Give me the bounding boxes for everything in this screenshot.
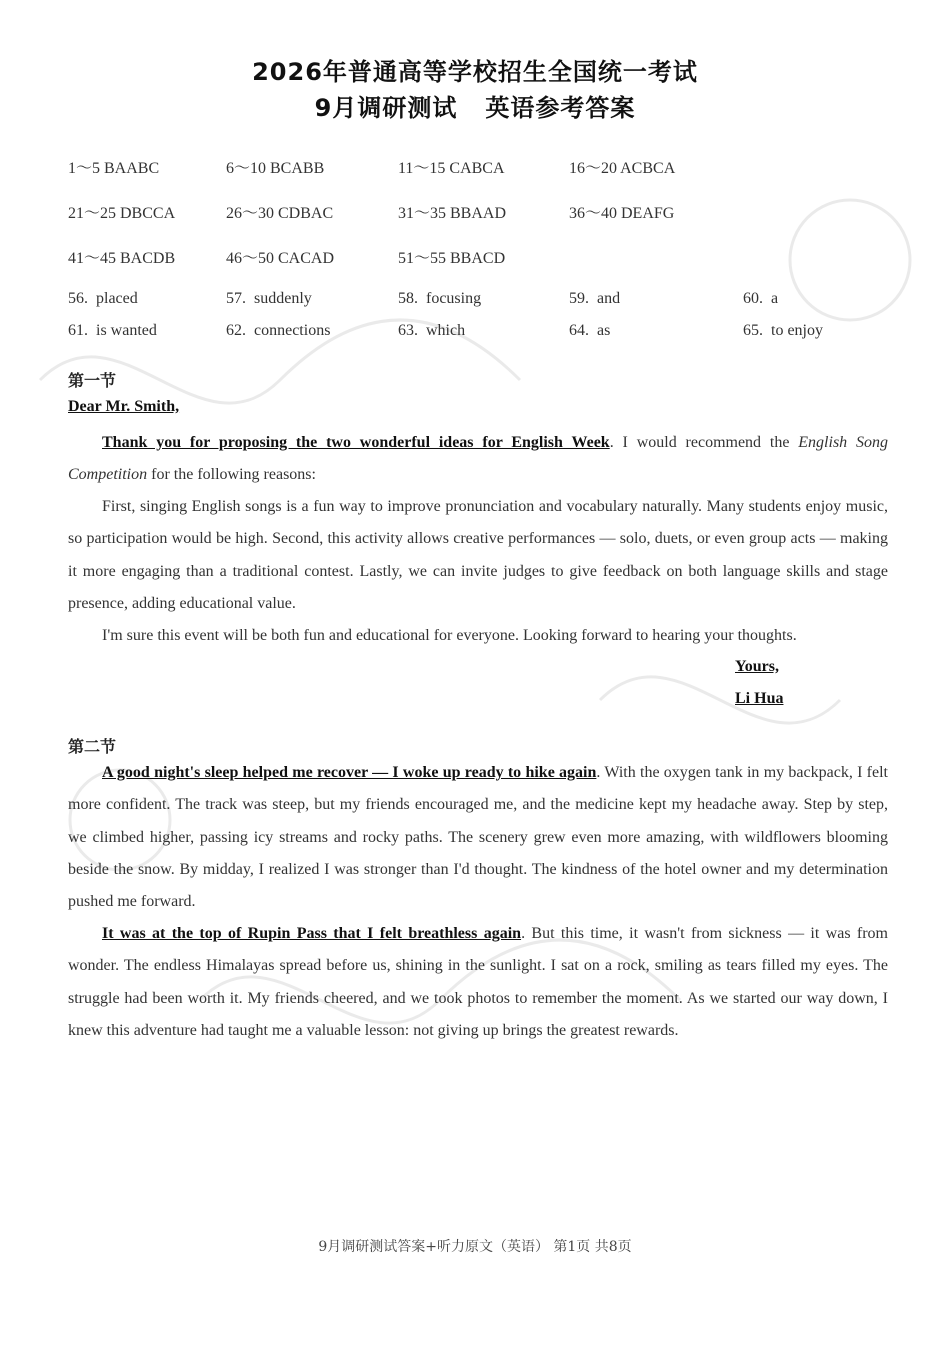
fill-answer-row [68,290,898,322]
fill-answer-row [68,322,898,354]
letter-paragraph-1: Thank you for proposing the two wonderful ideas for English Week. I would recommend the English Song Competition for the following reasons: [68,434,889,484]
underlined-given-sentence: A good night's sleep helped me recover — I woke up ready to hike again [102,764,597,781]
fill-answer: 59. and [569,290,621,307]
exam-subtitle [0,88,950,123]
fill-answer: 63. which [398,322,466,339]
subtitle-test-name: 9月调研测试 [314,94,458,122]
mc-answer: 1～5 BAABC [68,160,160,177]
multiple-choice-answers [68,155,898,354]
section-two-heading: 第二节 [68,737,117,756]
underlined-opening-sentence: Thank you for proposing the two wonderful ideas for English Week [102,434,610,451]
mc-answer: 6～10 BCABB [226,160,325,177]
letter-paragraph-3: I'm sure this event will be both fun and educational for everyone. Looking forward to hearing your thoughts. [102,627,797,644]
mc-answer: 26～30 CDBAC [226,205,334,222]
underlined-given-sentence: It was at the top of Rupin Pass that I felt breathless again [102,925,522,942]
mc-answer-row [68,155,898,200]
fill-answer: 60. a [743,290,779,307]
story-paragraph-1: A good night's sleep helped me recover — I woke up ready to hike again. With the oxygen tank in my backpack, I felt more confident. The track was steep, but my friends encouraged me, and the medicine kept my headache away. Step by step, we climbed higher, passing icy streams and rocky paths. The scenery grew even more amazing, with wildflowers blooming beside the snow. By midday, I realized I was stronger than I'd thought. The kindness of the hotel owner and my determination pushed me forward. [68,764,888,911]
subtitle-answer-key: 英语参考答案 [485,94,636,122]
fill-answer: 57. suddenly [226,290,312,307]
mc-answer: 51～55 BBACD [398,250,506,267]
story-paragraph-2: It was at the top of Rupin Pass that I felt breathless again. But this time, it wasn't from sickness — it was from wonder. The endless Himalayas spread before us, shining in the sunlight. I sat on a rock, smiling as tears filled my eyes. The struggle had been worth it. My friends cheered, and we took photos to remember the moment. As we started our way down, I knew this adventure had taught me a valuable lesson: not giving up brings the greatest rewards. [68,925,889,1039]
fill-answer: 64. as [569,322,611,339]
exam-title: 2026年普通高等学校招生全国统一考试 [252,58,698,86]
mc-answer: 21～25 DBCCA [68,205,176,222]
letter-signature: Li Hua [735,690,784,707]
fill-answer: 62. connections [226,322,331,339]
mc-answer: 16～20 ACBCA [569,160,676,177]
fill-answer: 56. placed [68,290,138,307]
letter-salutation: Dear Mr. Smith, [68,398,180,415]
mc-answer: 31～35 BBAAD [398,205,507,222]
page-footer: 9月调研测试答案+听力原文（英语） 第1页 共8页 [318,1239,632,1255]
mc-answer-row [68,245,898,290]
fill-answer: 65. to enjoy [743,322,823,339]
fill-answer: 61. is wanted [68,322,157,339]
mc-answer: 36～40 DEAFG [569,205,675,222]
letter-closing: Yours, [735,658,780,675]
mc-answer: 11～15 CABCA [398,160,505,177]
mc-answer-row [68,200,898,245]
fill-answer: 58. focusing [398,290,482,307]
mc-answer: 41～45 BACDB [68,250,176,267]
mc-answer: 46～50 CACAD [226,250,335,267]
section-one-heading: 第一节 [68,371,117,390]
letter-paragraph-2: First, singing English songs is a fun way to improve pronunciation and vocabulary naturally. Many students enjoy music, so participation would be high. Second, this activity allows creative performances — solo, duets, or even group acts — making it more engaging than a traditional contest. Lastly, we can invite judges to give feedback on both language skills and stage presence, adding educational value. [68,498,888,612]
